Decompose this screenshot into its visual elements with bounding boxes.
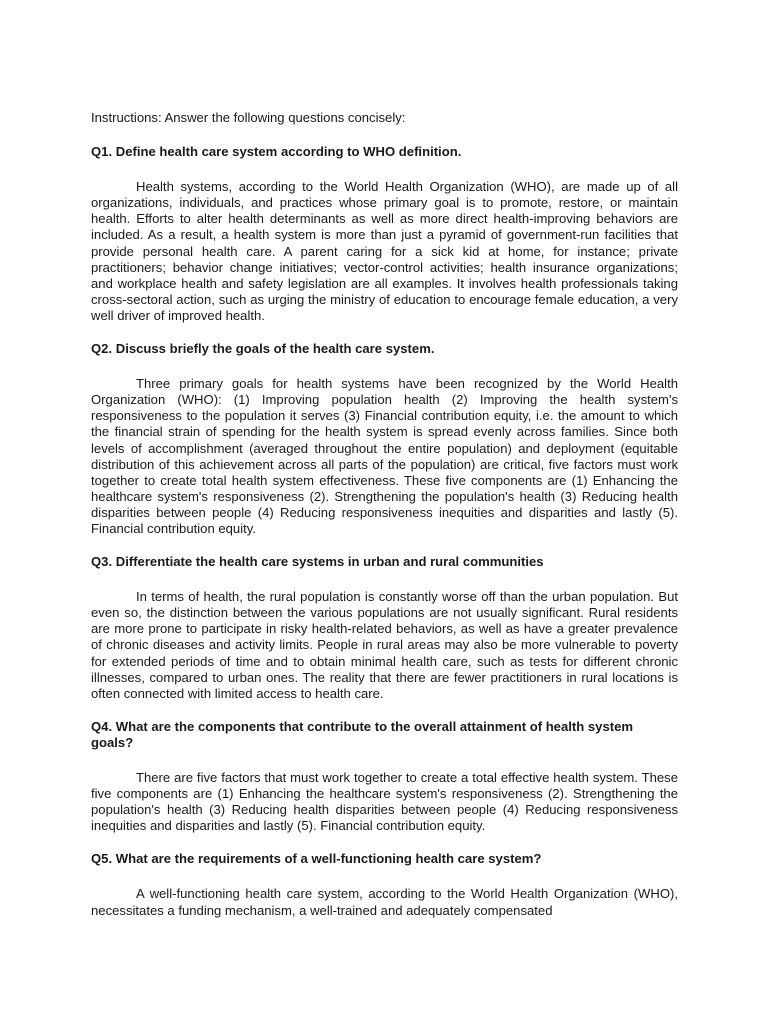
question-1: Q1. Define health care system according to WHO definition.: [91, 144, 462, 160]
answer-3: In terms of health, the rural population is constantly worse off than the urban population. But even so, the distinction between the various populations are not usually significant. Rural residents are more prone to participate in risky health-related behaviors, as well as have a greater prevalence of chronic diseases and activity limits. People in rural areas may also be more vulnerable to poverty for extended periods of time and to obtain minimal health care, such as tests for different chronic illnesses, compared to urban ones. The reality that there are fewer practitioners in rural locations is often connected with limited access to health care.: [91, 589, 678, 701]
question-5: Q5. What are the requirements of a well-functioning health care system?: [91, 851, 542, 867]
answer-1: Health systems, according to the World Health Organization (WHO), are made up of all organizations, individuals, and practices whose primary goal is to promote, restore, or maintain health. Efforts to alter health determinants as well as more direct health-improving behaviors are included. As a result, a health system is more than just a pyramid of government-run facilities that provide personal health care. A parent caring for a sick kid at home, for instance; private practitioners; behavior change initiatives; vector-control activities; health insurance organizations; and workplace health and safety legislation are all examples. It involves health professionals taking cross-sectoral action, such as urging the ministry of education to encourage female education, a very well driver of improved health.: [91, 179, 678, 323]
answer-4: There are five factors that must work together to create a total effective health system. These five components are (1) Enhancing the healthcare system's responsiveness (2). Strengthening the population's health (3) Reducing health disparities between people (4) Reducing responsiveness inequities and disparities and lastly (5). Financial contribution equity.: [91, 770, 678, 834]
answer-5: A well-functioning health care system, according to the World Health Organization (WHO), necessitates a funding mechanism, a well-trained and adequately compensated: [91, 886, 678, 918]
question-3: Q3. Differentiate the health care systems in urban and rural communities: [91, 554, 544, 570]
question-2: Q2. Discuss briefly the goals of the health care system.: [91, 341, 435, 357]
answer-2: Three primary goals for health systems have been recognized by the World Health Organization (WHO): (1) Improving population health (2) Improving the health system's responsiveness to the population it serves (3) Financial contribution equity, i.e. the amount to which the financial strain of spending for the health system is spread evenly across families. Since both levels of accomplishment (averaged throughout the entire population) and deployment (equitable distribution of this achievement across all parts of the population) are critical, five factors must work together to create total health system effectiveness. These five components are (1) Enhancing the healthcare system's responsiveness (2). Strengthening the population's health (3) Reducing health disparities between people (4) Reducing responsiveness inequities and disparities and lastly (5). Financial contribution equity.: [91, 376, 678, 536]
question-4: Q4. What are the components that contribute to the overall attainment of health system goals?: [91, 718, 634, 750]
instructions-text: Instructions: Answer the following questions concisely:: [91, 110, 406, 125]
document-page: [91, 110, 678, 936]
